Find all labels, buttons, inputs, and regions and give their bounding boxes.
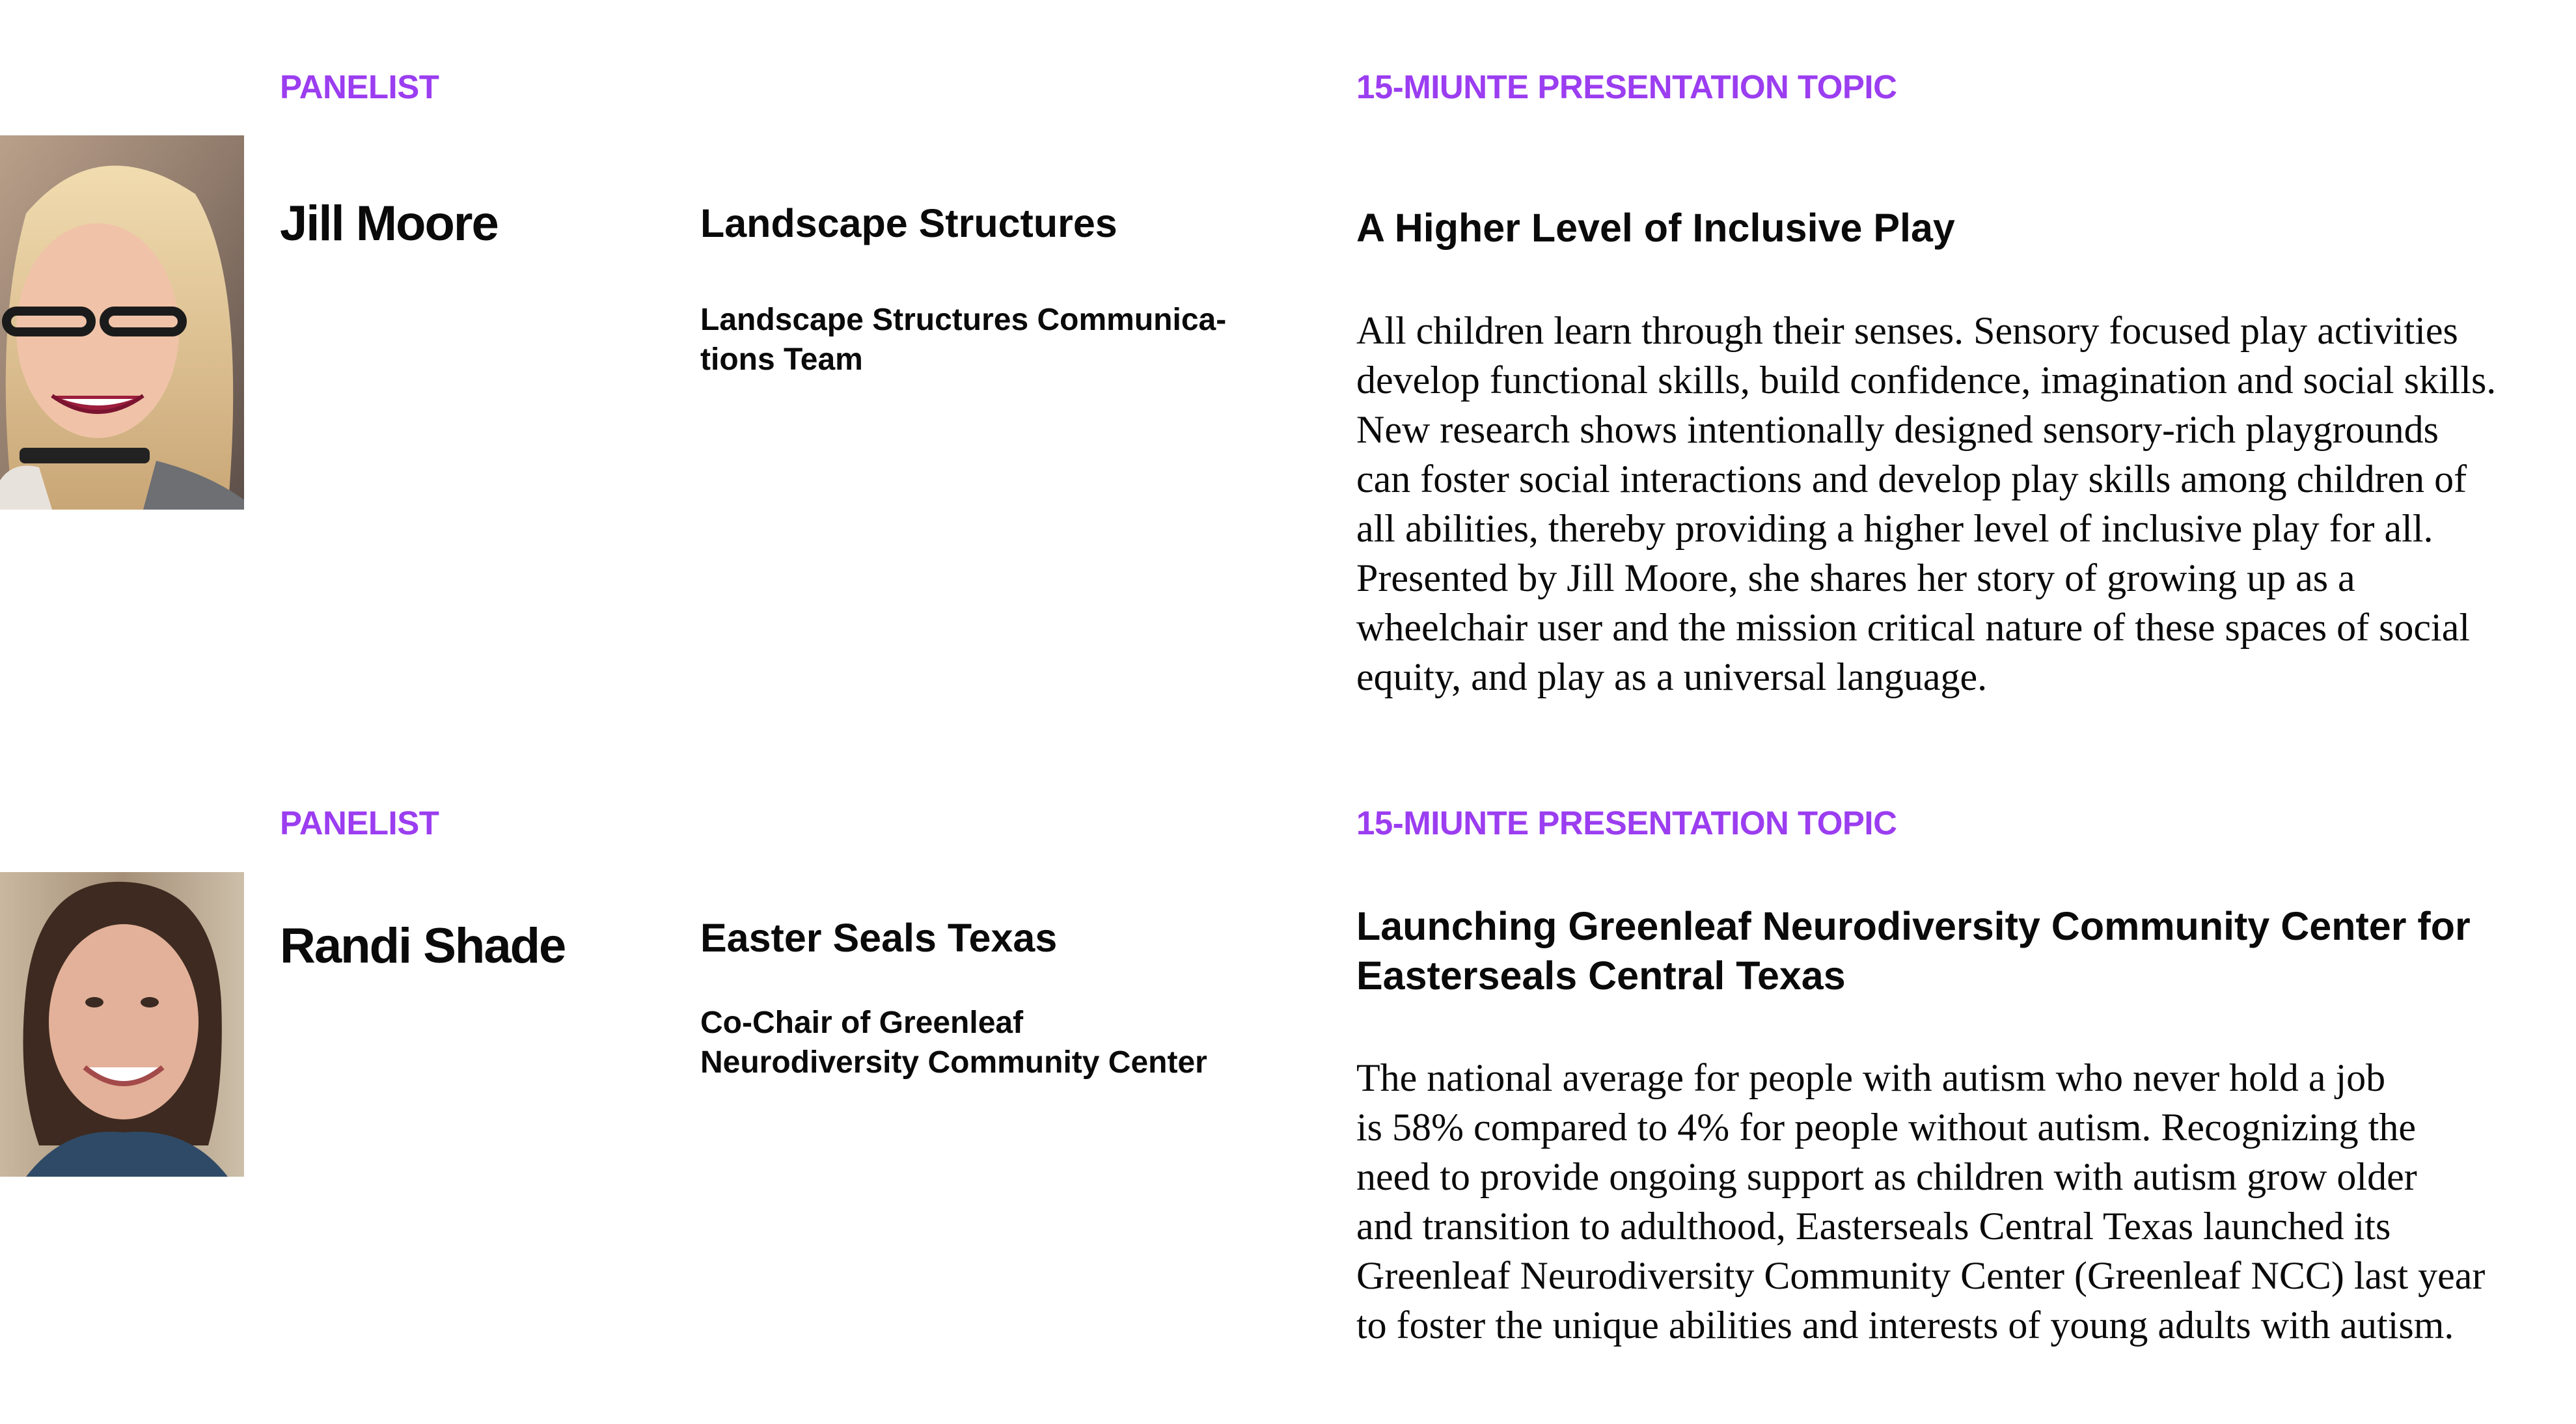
panelist-organization: Landscape Structures [700,201,1117,245]
topic-description: All children learn through their senses. Sensory focused play activities develop functional skills, build confidence, imagination and social skills. New research shows intentionally designed sensory-rich playgrounds can foster social interactions and develop play skills among children of all abilities, thereby providing a higher level of inclusive play for all. Presented by Jill Moore, she shares her story of growing up as a wheelchair user and the mission critical nature of these spaces of social equity, and play as a universal language. [1356,309,2497,698]
panelist-photo-jill-moore [0,135,244,510]
panelist-label: PANELIST [280,804,439,842]
panelist-photo-randi-shade [0,872,244,1177]
topic-label: 15-MIUNTE PRESENTATION TOPIC [1356,804,1897,842]
topic-description: The national average for people with autism who never hold a job is 58% compared to 4% for people without autism. Recognizing the need to provide ongoing support as children with autism grow older and transition to adulthood, Easterseals Central Texas launched its Greenleaf Neurodiversity Community Center (Greenleaf NCC) last year to foster the unique abilities and interests of young adults with autism. [1356,1056,2486,1347]
topic-title: Launching Greenleaf Neurodiversity Community Center for Easterseals Central Texas [1356,904,2471,998]
panelist-role: Co-Chair of Greenleaf Neurodiversity Community Center [700,1006,1207,1080]
panelist-label: PANELIST [280,68,439,105]
panelist-name: Jill Moore [280,196,498,251]
topic-label: 15-MIUNTE PRESENTATION TOPIC [1356,68,1897,105]
panelist-name: Randi Shade [280,918,566,974]
panelist-organization: Easter Seals Texas [700,916,1058,960]
topic-title: A Higher Level of Inclusive Play [1356,206,1955,250]
panelist-role: Landscape Structures Communica- tions Team [700,303,1227,377]
